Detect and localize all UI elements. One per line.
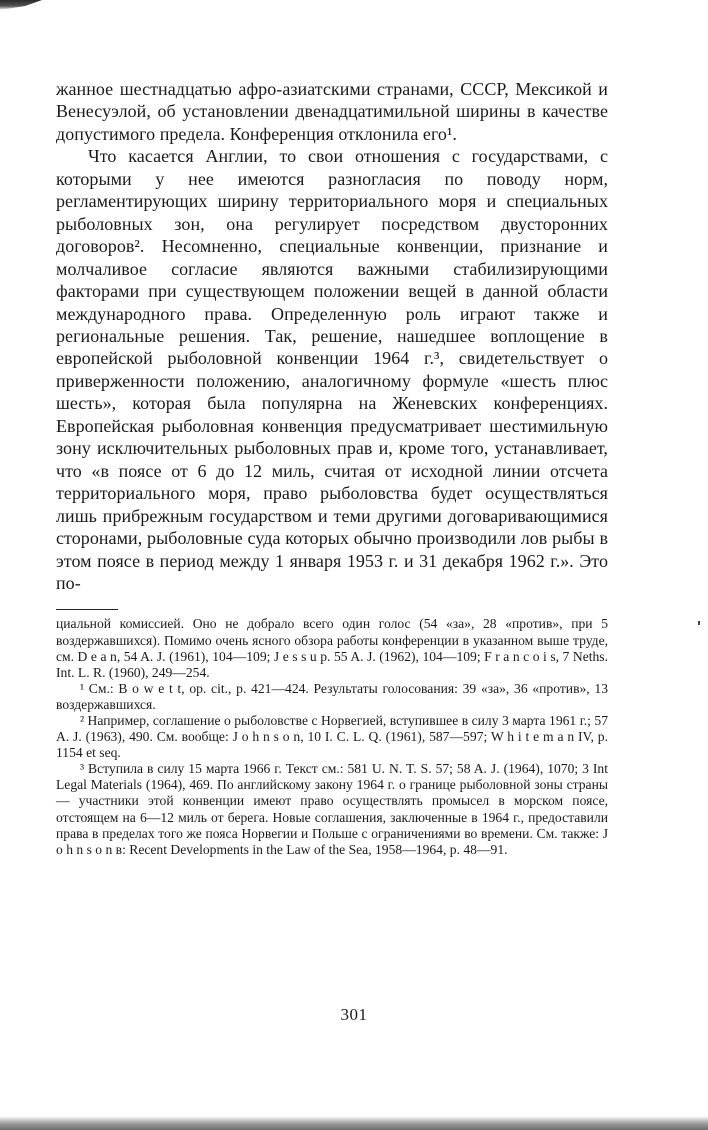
footnote-divider	[56, 609, 118, 610]
paragraph-england: Что касается Англии, то свои отношения с государствами, с которыми у нее имеются разногласия по поводу норм, регламентирующих ширину территориального моря и специальных рыболовных зон, она регулирует посредством двусторонних договоров². Несомненно, специальные конвенции, признание и молчаливое согласие являются важными стабилизирующими факторами при существующем положении вещей в данной области международного права. Определенную роль играют также и региональные решения. Так, решение, нашедшее воплощение в европейской рыболовной конвенции 1964 г.³, свидетельствует о приверженности положению, аналогичному формуле «шесть плюс шесть», которая была популярна на Женевских конференциях. Европейская рыболовная конвенция предусматривает шестимильную зону исключительных рыболовных прав и, кроме того, устанавливает, что «в поясе от 6 до 12 миль, считая от исходной линии отсчета территориального моря, право рыболовства будет осуществляться лишь прибрежным государством и теми другими договаривающимися сторонами, рыболовные суда которых обычно производили лов рыбы в этом поясе в период между 1 января 1953 г. и 31 декабря 1962 г.». Это по-	[56, 146, 608, 593]
paragraph-continuation: жанное шестнадцатью афро-азиатскими странами, СССР, Мексикой и Венесуэлой, об установлении двенадцатимильной ширины в качестве допустимого предела. Конференция отклонила его¹.	[56, 79, 608, 144]
scan-edge-shadow	[0, 0, 42, 10]
footnote-2: ² Например, соглашение о рыболовстве с Норвегией, вступившее в силу 3 марта 1961 г.; 57 A. J. (1963), 490. См. вообще: J o h n s o n, 10 I. C. L. Q. (1961), 587—597; W h i t e m a n IV, p. 1154 et seq.	[56, 712, 608, 761]
footnote-3: ³ Вступила в силу 15 марта 1966 г. Текст см.: 581 U. N. T. S. 57; 58 A. J. (1964), 1070; 3 Int Legal Materials (1964), 469. По английскому закону 1964 г. о границе рыболовной зоны страны — участники этой конвенции имеют право осуществлять промысел в морском поясе, отстоящем на 6—12 миль от берега. Новые соглашения, заключенные в 1964 г., предоставили права в пределах того же пояса Норвегии и Польше с ограничениями во времени. См. также: J o h n s o n в: Recent Developments in the Law of the Sea, 1958—1964, p. 48—91.	[56, 761, 608, 857]
footnotes	[56, 616, 608, 857]
footnote-continuation: циальной комиссией. Оно не добрало всего один голос (54 «за», 28 «против», при 5 воздержавшихся). Помимо очень ясного обзора работы конференции в указанном выше труде, см. D e a n, 54 A. J. (1961), 104—109; J e s s u p. 55 A. J. (1962), 104—109; F r a n c o i s, 7 Neths. Int. L. R. (1960), 249—254.	[56, 616, 608, 680]
main-text	[56, 78, 608, 594]
footnote-1: ¹ См.: B o w e t t, op. cit., p. 421—424. Результаты голосования: 39 «за», 36 «против», 13 воздержавшихся.	[56, 680, 608, 712]
margin-speck	[698, 621, 700, 625]
book-page	[56, 78, 608, 858]
page-number: 301	[340, 1005, 368, 1024]
scan-bottom-shadow	[0, 1116, 708, 1130]
